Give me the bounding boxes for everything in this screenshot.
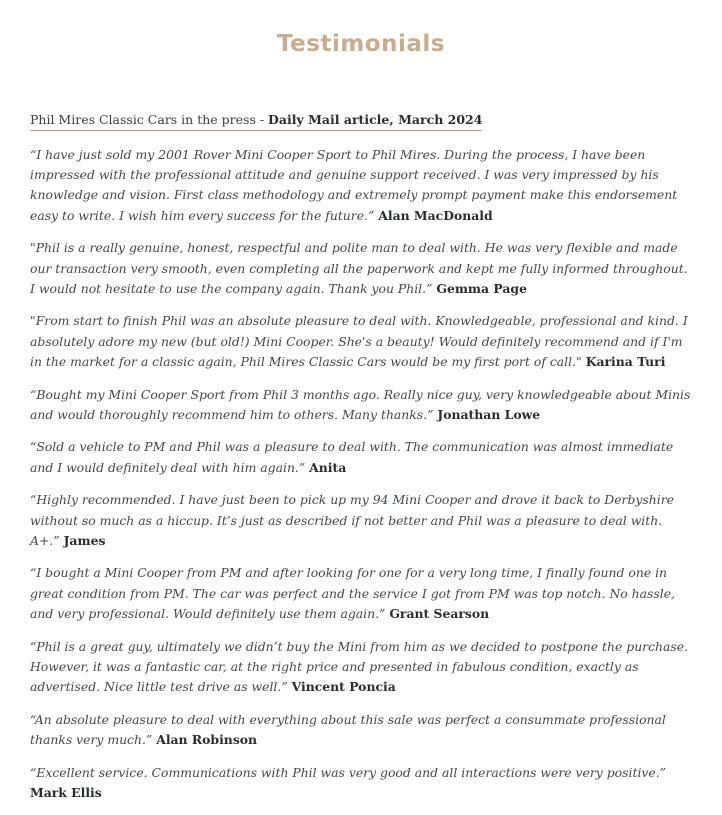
- press-link-article: Daily Mail article, March 2024: [268, 112, 483, 127]
- press-link-prefix: Phil Mires Classic Cars in the press -: [30, 112, 269, 127]
- testimonial-quote: "Phil is a really genuine, honest, respectful and polite man to deal with. He was very flexible and made our transaction very smooth, even completing all the paperwork and kept me fully informed throughout. I would not hesitate to use the company again. Thank you Phil.”: [30, 240, 688, 296]
- testimonial-quote: “Bought my Mini Cooper Sport from Phil 3 months ago. Really nice guy, very knowledgeable about Minis and would thoroughly recommend him to others. Many thanks.”: [30, 386, 691, 422]
- testimonial-author: Jonathan Lowe: [437, 406, 541, 422]
- testimonial-author: Gemma Page: [436, 280, 527, 296]
- testimonial-quote: “I have just sold my 2001 Rover Mini Cooper Sport to Phil Mires. During the process, I have been impressed with the professional attitude and genuine support received. I was very impressed by his knowledge and vision. First class methodology and extremely prompt payment make this endorsement easy to write. I wish him every success for the future.”: [30, 147, 678, 223]
- testimonial-item: [30, 763, 694, 803]
- testimonial-quote: “Sold a vehicle to PM and Phil was a pleasure to deal with. The communication was almost immediate and I would definitely deal with him again.”: [30, 439, 674, 475]
- testimonial-item: [30, 145, 694, 226]
- press-article-link[interactable]: [30, 111, 482, 131]
- testimonial-item: [30, 637, 694, 698]
- testimonial-quote: “Phil is a great guy, ultimately we didn’t buy the Mini from him as we decided to postpone the purchase. However, it was a fantastic car, at the right price and presented in fabulous condition, exactly as advertised. Nice little test drive as well.”: [30, 638, 689, 694]
- testimonial-quote: “An absolute pleasure to deal with everything about this sale was perfect a consummate professional thanks very much.”: [30, 711, 666, 747]
- testimonial-quote: “Excellent service. Communications with Phil was very good and all interactions were very positive.”: [30, 764, 667, 780]
- testimonial-author: Alan Robinson: [156, 731, 258, 747]
- page-title: Testimonials: [277, 31, 445, 58]
- testimonial-author: James: [63, 532, 106, 548]
- testimonial-author: Karina Turi: [585, 353, 666, 369]
- testimonial-author: Mark Ellis: [30, 784, 102, 800]
- testimonial-item: [30, 490, 694, 551]
- testimonial-item: [30, 437, 694, 477]
- testimonial-quote: “Highly recommended. I have just been to pick up my 94 Mini Cooper and drove it back to Derbyshire without so much as a hiccup. It’s just as described if not better and Phil was a pleasure to deal with. A+.”: [30, 492, 674, 548]
- testimonial-author: Grant Searson: [389, 605, 490, 621]
- testimonial-item: [30, 710, 694, 750]
- testimonial-item: [30, 385, 694, 425]
- testimonial-quote: “I bought a Mini Cooper from PM and after looking for one for a very long time, I finally found one in great condition from PM. The car was perfect and the service I got from PM was top notch. No hassle, and very professional. Would definitely use them again.”: [30, 565, 675, 621]
- testimonial-author: Anita: [309, 459, 347, 475]
- testimonial-item: [30, 311, 694, 372]
- testimonials-content: [30, 109, 694, 815]
- testimonial-author: Vincent Poncia: [291, 678, 396, 694]
- testimonial-item: [30, 238, 694, 299]
- testimonial-item: [30, 563, 694, 624]
- testimonial-quote: "From start to finish Phil was an absolute pleasure to deal with. Knowledgeable, professional and kind. I absolutely adore my new (but old!) Mini Cooper. She's a beauty! Would definitely recommend and if I'm in the market for a classic again, Phil Mires Classic Cars would be my first port of call.": [30, 313, 688, 369]
- testimonial-author: Alan MacDonald: [378, 207, 493, 223]
